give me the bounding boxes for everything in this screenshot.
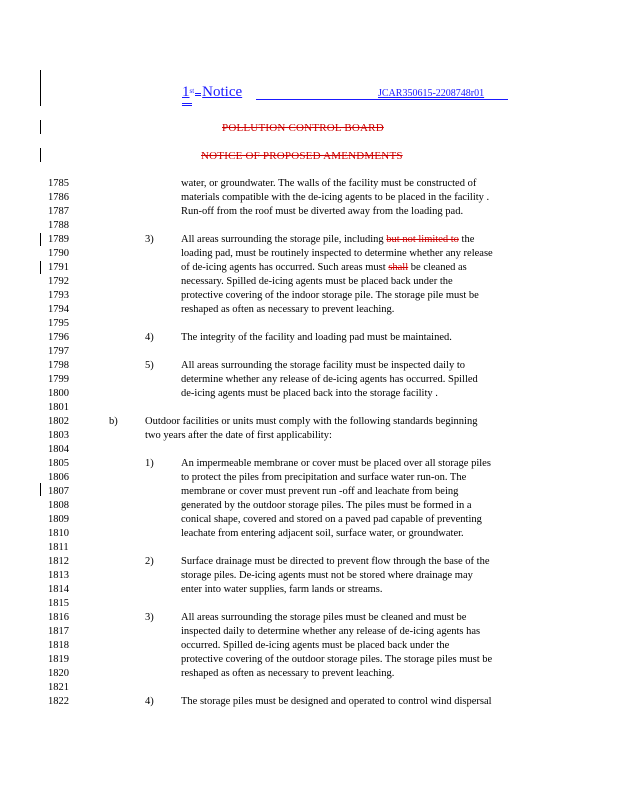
line-number: 1789 <box>48 234 69 245</box>
body-line: inspected daily to determine whether any release of de-icing agents has <box>181 626 481 637</box>
body-line: protective covering of the indoor storage pile. The storage pile must be <box>181 290 479 301</box>
line-number: 1811 <box>48 542 69 553</box>
document-code: JCAR350615-2208748r01 <box>378 88 485 99</box>
line-number: 1795 <box>48 318 69 329</box>
line-number: 1812 <box>48 556 69 567</box>
body-line: to protect the piles from precipitation and surface water run-on. The <box>181 472 467 483</box>
text-run: All areas surrounding the storage pile, including <box>181 234 387 245</box>
body-line: reshaped as often as necessary to prevent leaching. <box>181 304 395 315</box>
line-number: 1818 <box>48 640 69 651</box>
body-line: Run-off from the roof must be diverted away from the loading pad. <box>181 206 464 217</box>
line-number: 1820 <box>48 668 69 679</box>
body-line: conical shape, covered and stored on a paved pad capable of preventing <box>181 514 482 525</box>
line-number: 1790 <box>48 248 69 259</box>
body-line: Surface drainage must be directed to prevent flow through the base of the <box>181 556 490 567</box>
line-number: 1803 <box>48 430 69 441</box>
line-number: 1804 <box>48 444 69 455</box>
body-line: occurred. Spilled de-icing agents must be placed back under the <box>181 640 450 651</box>
body-line: An impermeable membrane or cover must be placed over all storage piles <box>181 458 491 469</box>
line-number: 1806 <box>48 472 69 483</box>
line-number: 1787 <box>48 206 69 217</box>
body-line: water, or groundwater. The walls of the facility must be constructed of <box>181 178 477 189</box>
body-line: The integrity of the facility and loading pad must be maintained. <box>181 332 452 343</box>
line-number: 1819 <box>48 654 69 665</box>
change-bar <box>40 120 41 134</box>
line-number: 1793 <box>48 290 69 301</box>
line-number: 1810 <box>48 528 69 539</box>
text-run: the <box>458 234 475 245</box>
item-label: 4) <box>145 332 154 343</box>
line-number: 1792 <box>48 276 69 287</box>
item-label: 1) <box>145 458 154 469</box>
line-number: 1815 <box>48 598 69 609</box>
line-number: 1791 <box>48 262 69 273</box>
change-bar <box>40 483 41 496</box>
line-number: 1796 <box>48 332 69 343</box>
line-number: 1788 <box>48 220 69 231</box>
line-number: 1794 <box>48 304 69 315</box>
item-label: 4) <box>145 696 154 707</box>
line-number: 1799 <box>48 374 69 385</box>
body-line: leachate from entering adjacent soil, surface water, or groundwater. <box>181 528 464 539</box>
body-line: All areas surrounding the storage piles must be cleaned and must be <box>181 612 467 623</box>
body-line <box>181 234 474 246</box>
line-number: 1814 <box>48 584 69 595</box>
body-line: necessary. Spilled de-icing agents must be placed back under the <box>181 276 453 287</box>
header-double-rule <box>182 103 192 107</box>
line-number: 1816 <box>48 612 69 623</box>
notice-number: 1 <box>182 84 190 100</box>
body-line: materials compatible with the de-icing agents to be placed in the facility . <box>181 192 490 203</box>
line-number: 1800 <box>48 388 69 399</box>
body-line: determine whether any release of de-icing agents has occurred. Spilled <box>181 374 478 385</box>
text-run: be cleaned as <box>408 262 467 273</box>
body-line: loading pad, must be routinely inspected to determine whether any release <box>181 248 493 259</box>
body-line: de-icing agents must be placed back into the storage facility . <box>181 388 438 399</box>
line-number: 1807 <box>48 486 69 497</box>
deleted-text: but not limited to <box>386 234 459 245</box>
line-number: 1805 <box>48 458 69 469</box>
body-line: generated by the outdoor storage piles. The piles must be formed in a <box>181 500 472 511</box>
line-number: 1801 <box>48 402 69 413</box>
line-number: 1821 <box>48 682 69 693</box>
item-label: 2) <box>145 556 154 567</box>
line-number: 1822 <box>48 696 69 707</box>
notice-sup: st <box>189 87 195 95</box>
item-label: 3) <box>145 234 154 245</box>
text-run: of de-icing agents has occurred. Such areas must <box>181 262 389 273</box>
line-number: 1808 <box>48 500 69 511</box>
line-number: 1817 <box>48 626 69 637</box>
header-rule <box>256 99 508 100</box>
body-line: storage piles. De-icing agents must not be stored where drainage may <box>181 570 473 581</box>
body-line: membrane or cover must prevent run -off and leachate from being <box>181 486 459 497</box>
change-bar <box>40 70 41 106</box>
double-underline <box>195 84 201 96</box>
item-label: b) <box>109 416 118 427</box>
change-bar <box>40 148 41 162</box>
body-line: enter into water supplies, farm lands or streams. <box>181 584 383 595</box>
body-line: The storage piles must be designed and operated to control wind dispersal <box>181 696 492 707</box>
board-name: POLLUTION CONTROL BOARD <box>222 122 384 134</box>
body-line: two years after the date of first applicability: <box>145 430 332 441</box>
item-label: 5) <box>145 360 154 371</box>
line-number: 1785 <box>48 178 69 189</box>
notice-heading <box>182 84 242 100</box>
change-bar <box>40 233 41 246</box>
line-number: 1802 <box>48 416 69 427</box>
line-number: 1798 <box>48 360 69 371</box>
notice-type: NOTICE OF PROPOSED AMENDMENTS <box>201 150 403 162</box>
line-number: 1797 <box>48 346 69 357</box>
item-label: 3) <box>145 612 154 623</box>
change-bar <box>40 261 41 274</box>
notice-word: Notice <box>202 84 243 100</box>
body-line: Outdoor facilities or units must comply with the following standards beginning <box>145 416 478 427</box>
body-line: All areas surrounding the storage facility must be inspected daily to <box>181 360 466 371</box>
line-number: 1809 <box>48 514 69 525</box>
body-line: protective covering of the outdoor storage piles. The storage piles must be <box>181 654 493 665</box>
body-line: reshaped as often as necessary to prevent leaching. <box>181 668 395 679</box>
deleted-text: shall <box>388 262 409 273</box>
line-number: 1786 <box>48 192 69 203</box>
line-number: 1813 <box>48 570 69 581</box>
body-line <box>181 262 467 274</box>
